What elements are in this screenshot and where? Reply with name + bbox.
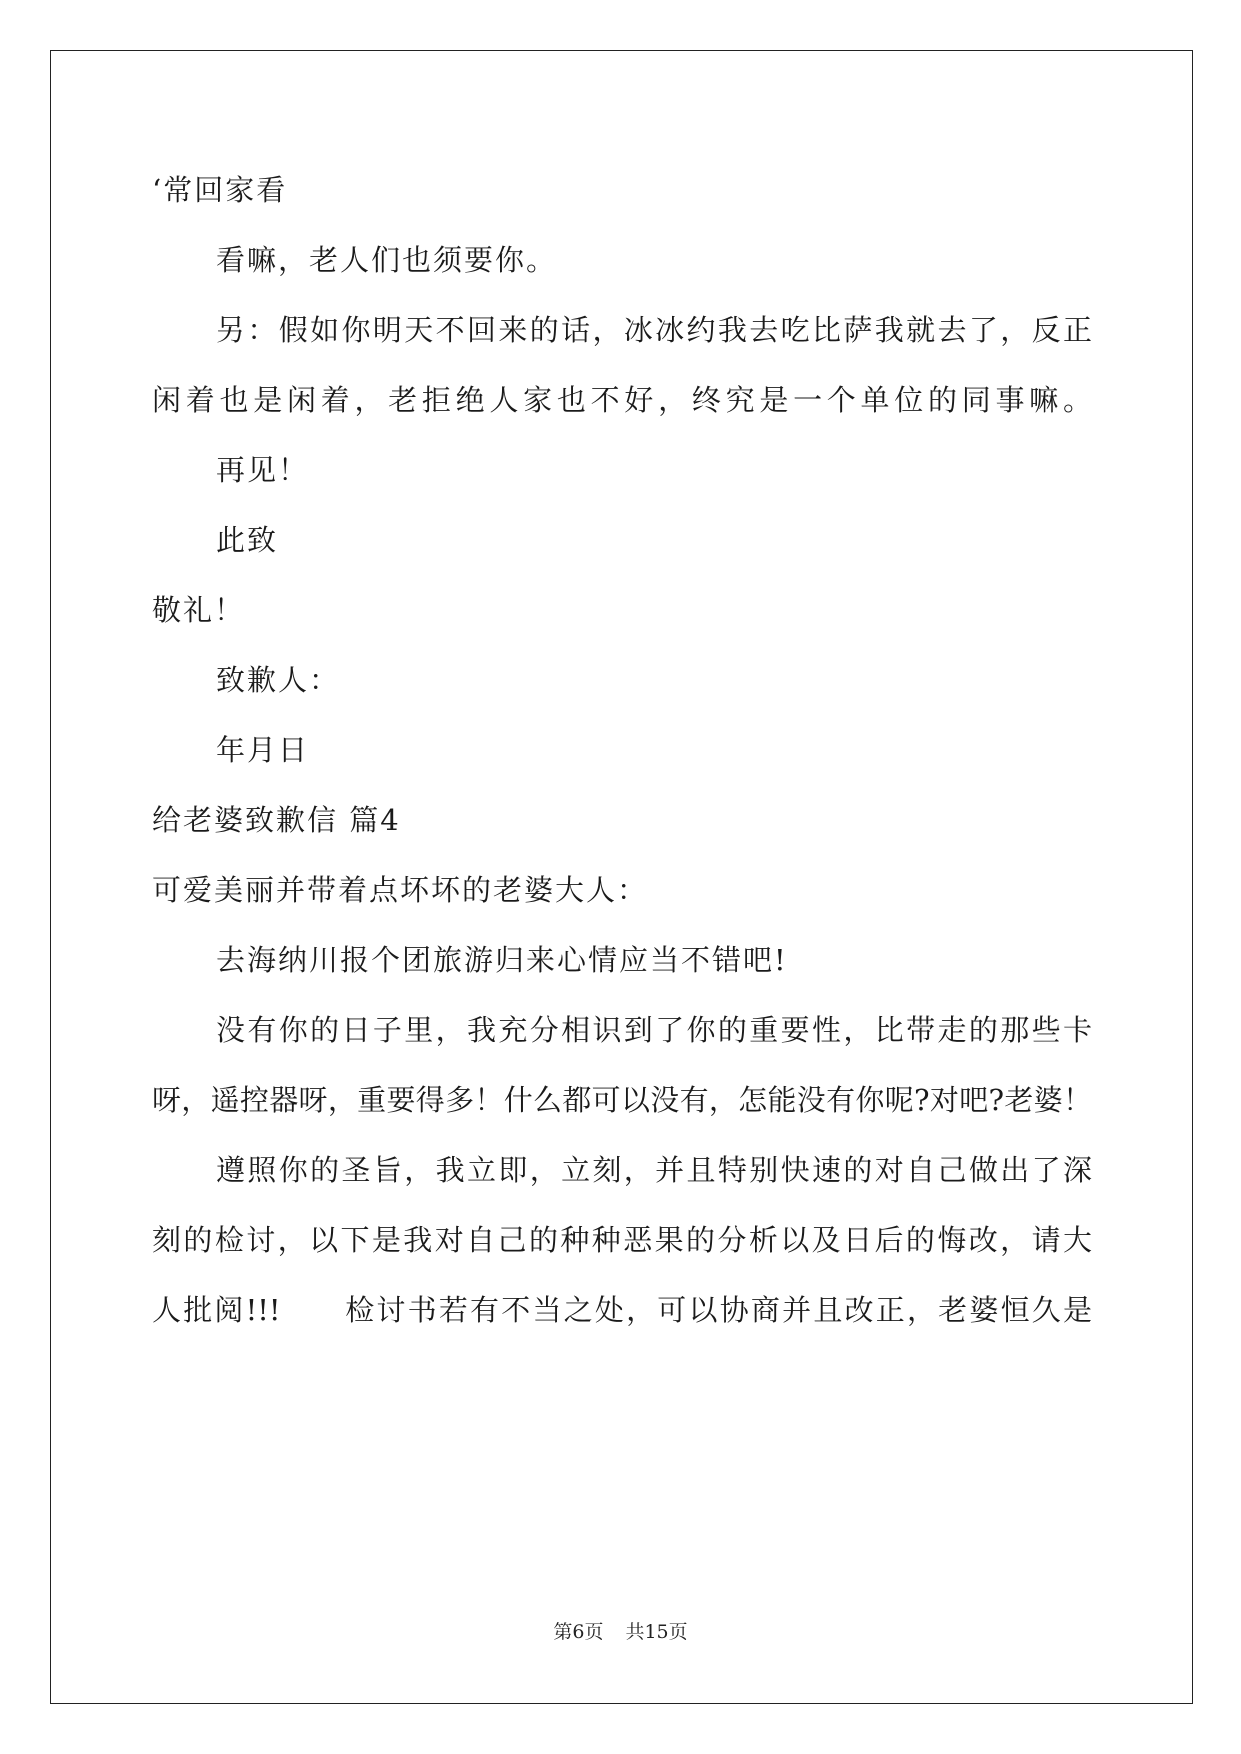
- text-line: 去海纳川报个团旅游归来心情应当不错吧!: [216, 943, 788, 977]
- text-line: 再见！: [216, 453, 310, 487]
- text-line: 闲着也是闲着，老拒绝人家也不好，终究是一个单位的同事嘛。: [152, 383, 1092, 417]
- page-total: 共15页: [625, 1621, 688, 1643]
- text-line: 刻的检讨，以下是我对自己的种种恶果的分析以及日后的悔改，请大: [152, 1223, 1092, 1257]
- text-line: 另：假如你明天不回来的话，冰冰约我去吃比萨我就去了，反正: [216, 313, 1092, 347]
- page-number: 第6页: [553, 1621, 604, 1643]
- text-line: 遵照你的圣旨，我立即，立刻，并且特别快速的对自己做出了深: [216, 1153, 1092, 1187]
- text-line: 呀，遥控器呀，重要得多！什么都可以没有，怎能没有你呢?对吧?老婆！: [152, 1083, 1092, 1117]
- text-line: 年月日: [216, 733, 310, 767]
- page-footer: [0, 1620, 1241, 1644]
- text-line: 没有你的日子里，我充分相识到了你的重要性，比带走的那些卡: [216, 1013, 1092, 1047]
- text-line: 可爱美丽并带着点坏坏的老婆大人：: [152, 873, 649, 907]
- text-line: 看嘛，老人们也须要你。: [216, 243, 558, 277]
- text-line: ‘常回家看: [152, 173, 288, 207]
- text-line: 人批阅!!! 检讨书若有不当之处，可以协商并且改正，老婆恒久是: [152, 1293, 1092, 1327]
- text-line: 敬礼！: [152, 593, 246, 627]
- section-heading: 给老婆致歉信 篇4: [152, 803, 401, 837]
- text-line: 此致: [216, 523, 279, 557]
- text-line: 致歉人：: [216, 663, 341, 697]
